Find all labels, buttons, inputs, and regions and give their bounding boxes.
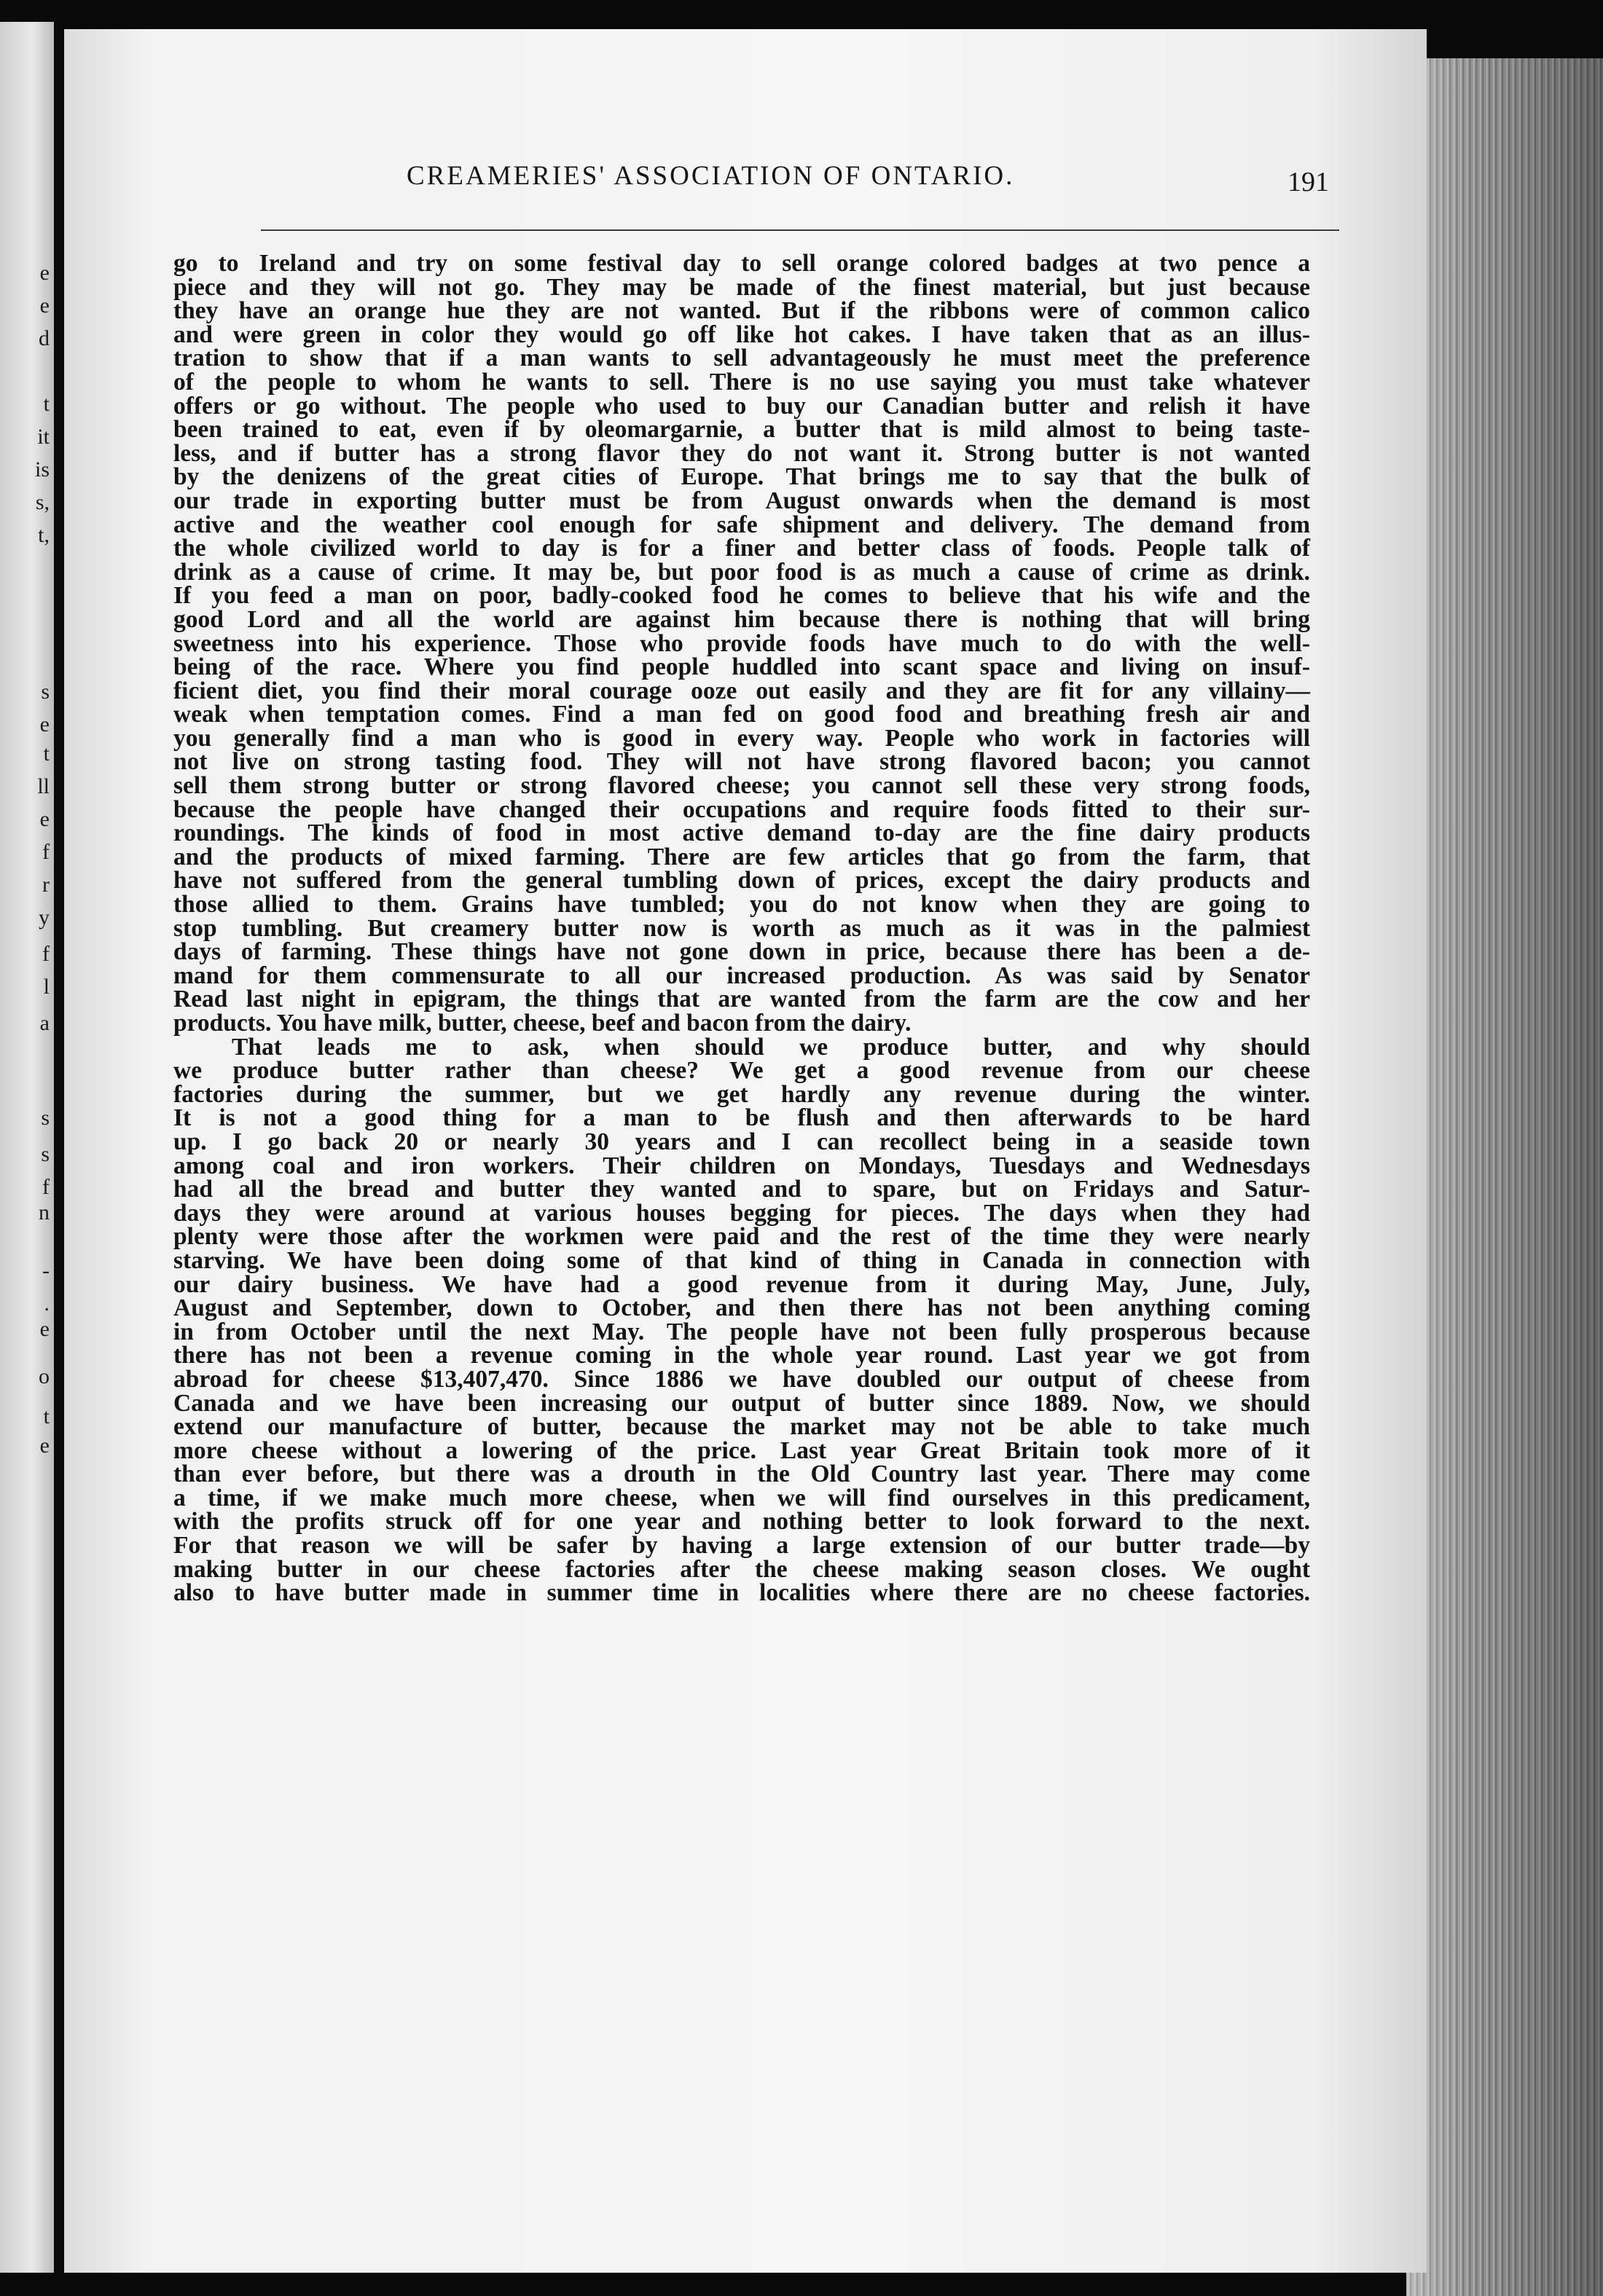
text-line: piece and they will not go. They may be made of the finest material, but just because: [173, 273, 1310, 301]
text-line: days they were around at various houses begging for pieces. The days when they had: [173, 1199, 1310, 1227]
text-line: tration to show that if a man wants to sell advantageously he must meet the preference: [173, 345, 1310, 372]
margin-fragment: t: [43, 742, 50, 766]
margin-fragment: t: [43, 1404, 50, 1428]
margin-fragment: it: [37, 425, 50, 449]
margin-fragment: e: [39, 1434, 50, 1458]
text-line: a time, if we make much more cheese, when we will find ourselves in this predicament,: [173, 1484, 1310, 1511]
text-line: and were green in color they would go off like hot cakes. I have taken that as an illus-: [173, 321, 1310, 348]
text-line: It is not a good thing for a man to be flush and then afterwards to be hard: [173, 1104, 1310, 1132]
text-line: with the profits struck off for one year and nothing better to look forward to the next.: [173, 1508, 1310, 1536]
margin-fragment: t: [43, 392, 50, 416]
text-line: ficient diet, you find their moral courage ooze out easily and they are fit for any villainy—: [173, 677, 1310, 704]
book-page: [64, 29, 1427, 2273]
margin-fragment: n: [39, 1200, 50, 1224]
text-line: weak when temptation comes. Find a man fed on good food and breathing fresh air and: [173, 701, 1310, 728]
text-line: of the people to whom he wants to sell. There is no use saying you must take whatever: [173, 368, 1310, 396]
margin-fragment: r: [42, 873, 50, 897]
margin-fragment: ll: [37, 774, 50, 798]
text-line: by the denizens of the great cities of Europe. That brings me to say that the bulk of: [173, 463, 1310, 491]
text-line: being of the race. Where you find people huddled into scant space and living on insuf-: [173, 653, 1310, 681]
margin-fragment: s,: [35, 490, 50, 514]
text-line: go to Ireland and try on some festival day to sell orange colored badges at two pence a: [173, 250, 1310, 277]
text-line: you generally find a man who is good in every way. People who work in factories will: [173, 724, 1310, 752]
text-line: those allied to them. Grains have tumbled; you do not know when they are going to: [173, 891, 1310, 919]
text-line: than ever before, but there was a drouth in the Old Country last year. There may come: [173, 1460, 1310, 1488]
margin-fragment: s: [41, 680, 50, 704]
margin-fragment: s: [41, 1142, 50, 1166]
text-line: Canada and we have been increasing our output of butter since 1889. Now, we should: [173, 1389, 1310, 1417]
text-line: products. You have milk, butter, cheese, beef and bacon from the dairy.: [173, 1010, 912, 1037]
text-line: because the people have changed their occupations and require foods fitted to their sur-: [173, 795, 1310, 823]
text-line: in from October until the next May. The people have not been fully prosperous because: [173, 1318, 1310, 1345]
text-line: starving. We have been doing some of that kind of thing in Canada in connection with: [173, 1246, 1310, 1274]
page-header: [407, 160, 1354, 211]
margin-fragment: e: [39, 807, 50, 831]
page-number: 191: [1288, 167, 1329, 197]
margin-fragment: f: [42, 1175, 50, 1199]
text-line: our trade in exporting butter must be from August onwards when the demand is most: [173, 487, 1310, 514]
text-line: among coal and iron workers. Their children on Mondays, Tuesdays and Wednesdays: [173, 1152, 1310, 1179]
text-line: also to have butter made in summer time in localities where there are no cheese factories.: [173, 1579, 1310, 1607]
text-line: For that reason we will be safer by having a large extension of our butter trade—by: [173, 1532, 1310, 1560]
text-line: up. I go back 20 or nearly 30 years and I can recollect being in a seaside town: [173, 1128, 1310, 1155]
text-line: August and September, down to October, and then there has not been anything coming: [173, 1294, 1310, 1322]
text-line: Read last night in epigram, the things that are wanted from the farm are the cow and her: [173, 986, 1310, 1013]
text-line: our dairy business. We have had a good revenue from it during May, June, July,: [173, 1270, 1310, 1298]
text-line: the whole civilized world to day is for a finer and better class of foods. People talk of: [173, 535, 1310, 562]
margin-fragment: f: [42, 840, 50, 864]
running-head: CREAMERIES' ASSOCIATION OF ONTARIO.: [407, 161, 1015, 191]
page-stack-edges: [1406, 58, 1603, 2296]
text-line: offers or go without. The people who used to buy our Canadian butter and relish it have: [173, 392, 1310, 420]
text-line: active and the weather cool enough for safe shipment and delivery. The demand from: [173, 511, 1310, 538]
text-line: have not suffered from the general tumbling down of prices, except the dairy products and: [173, 867, 1310, 895]
text-line: they have an orange hue they are not wanted. But if the ribbons were of common calico: [173, 297, 1310, 325]
margin-fragment: e: [39, 712, 50, 736]
text-line: had all the bread and butter they wanted and to spare, but on Fridays and Satur-: [173, 1176, 1310, 1203]
text-line: abroad for cheese $13,407,470. Since 1886 we have doubled our output of cheese from: [173, 1365, 1310, 1393]
text-line: there has not been a revenue coming in the whole year round. Last year we got from: [173, 1342, 1310, 1369]
text-line: That leads me to ask, when should we produce butter, and why should: [232, 1033, 1310, 1061]
margin-fragment: e: [39, 294, 50, 318]
text-line: stop tumbling. But creamery butter now is worth as much as it was in the palmiest: [173, 914, 1310, 942]
header-rule: [261, 229, 1339, 231]
margin-fragment: l: [43, 975, 50, 999]
previous-page-edge: [0, 22, 54, 2273]
text-line: drink as a cause of crime. It may be, but poor food is as much a cause of crime as drink.: [173, 558, 1310, 586]
text-line: been trained to eat, even if by oleomargarnie, a butter that is mild almost to being taste-: [173, 416, 1310, 444]
text-line: factories during the summer, but we get hardly any revenue during the winter.: [173, 1080, 1310, 1108]
margin-fragment: a: [39, 1011, 50, 1035]
text-line: If you feed a man on poor, badly-cooked food he comes to believe that his wife and the: [173, 582, 1310, 610]
text-line: plenty were those after the workmen were paid and the rest of the time they were nearly: [173, 1223, 1310, 1251]
text-line: extend our manufacture of butter, because the market may not be able to take much: [173, 1413, 1310, 1441]
margin-fragment: y: [39, 905, 50, 929]
margin-fragment: s: [41, 1106, 50, 1130]
text-line: good Lord and all the world are against him because there is nothing that will bring: [173, 605, 1310, 633]
text-line: and the products of mixed farming. There are few articles that go from the farm, that: [173, 843, 1310, 870]
margin-fragment: t,: [38, 523, 50, 547]
margin-fragment: d: [39, 326, 50, 350]
text-line: not live on strong tasting food. They will not have strong flavored bacon; you cannot: [173, 748, 1310, 776]
text-line: we produce butter rather than cheese? We get a good revenue from our cheese: [173, 1057, 1310, 1085]
margin-fragment: e: [39, 261, 50, 285]
margin-fragment: e: [39, 1317, 50, 1341]
margin-fragment: o: [39, 1364, 50, 1388]
text-line: sell them strong butter or strong flavored cheese; you cannot sell these very strong foods,: [173, 772, 1310, 800]
margin-fragment: is: [34, 457, 50, 481]
text-line: mand for them commensurate to all our increased production. As was said by Senator: [173, 962, 1310, 989]
margin-fragment: .: [44, 1292, 50, 1316]
text-line: making butter in our cheese factories after the cheese making season closes. We ought: [173, 1555, 1310, 1583]
text-line: more cheese without a lowering of the price. Last year Great Britain took more of it: [173, 1436, 1310, 1464]
margin-fragment: -: [42, 1259, 50, 1283]
text-line: days of farming. These things have not gone down in price, because there has been a de-: [173, 938, 1310, 966]
body-text: [173, 252, 1310, 1605]
text-line: roundings. The kinds of food in most active demand to-day are the fine dairy products: [173, 819, 1310, 847]
text-line: sweetness into his experience. Those who provide foods have much to do with the well-: [173, 629, 1310, 657]
margin-fragment: f: [42, 942, 50, 966]
text-line: less, and if butter has a strong flavor they do not want it. Strong butter is not wanted: [173, 439, 1310, 467]
